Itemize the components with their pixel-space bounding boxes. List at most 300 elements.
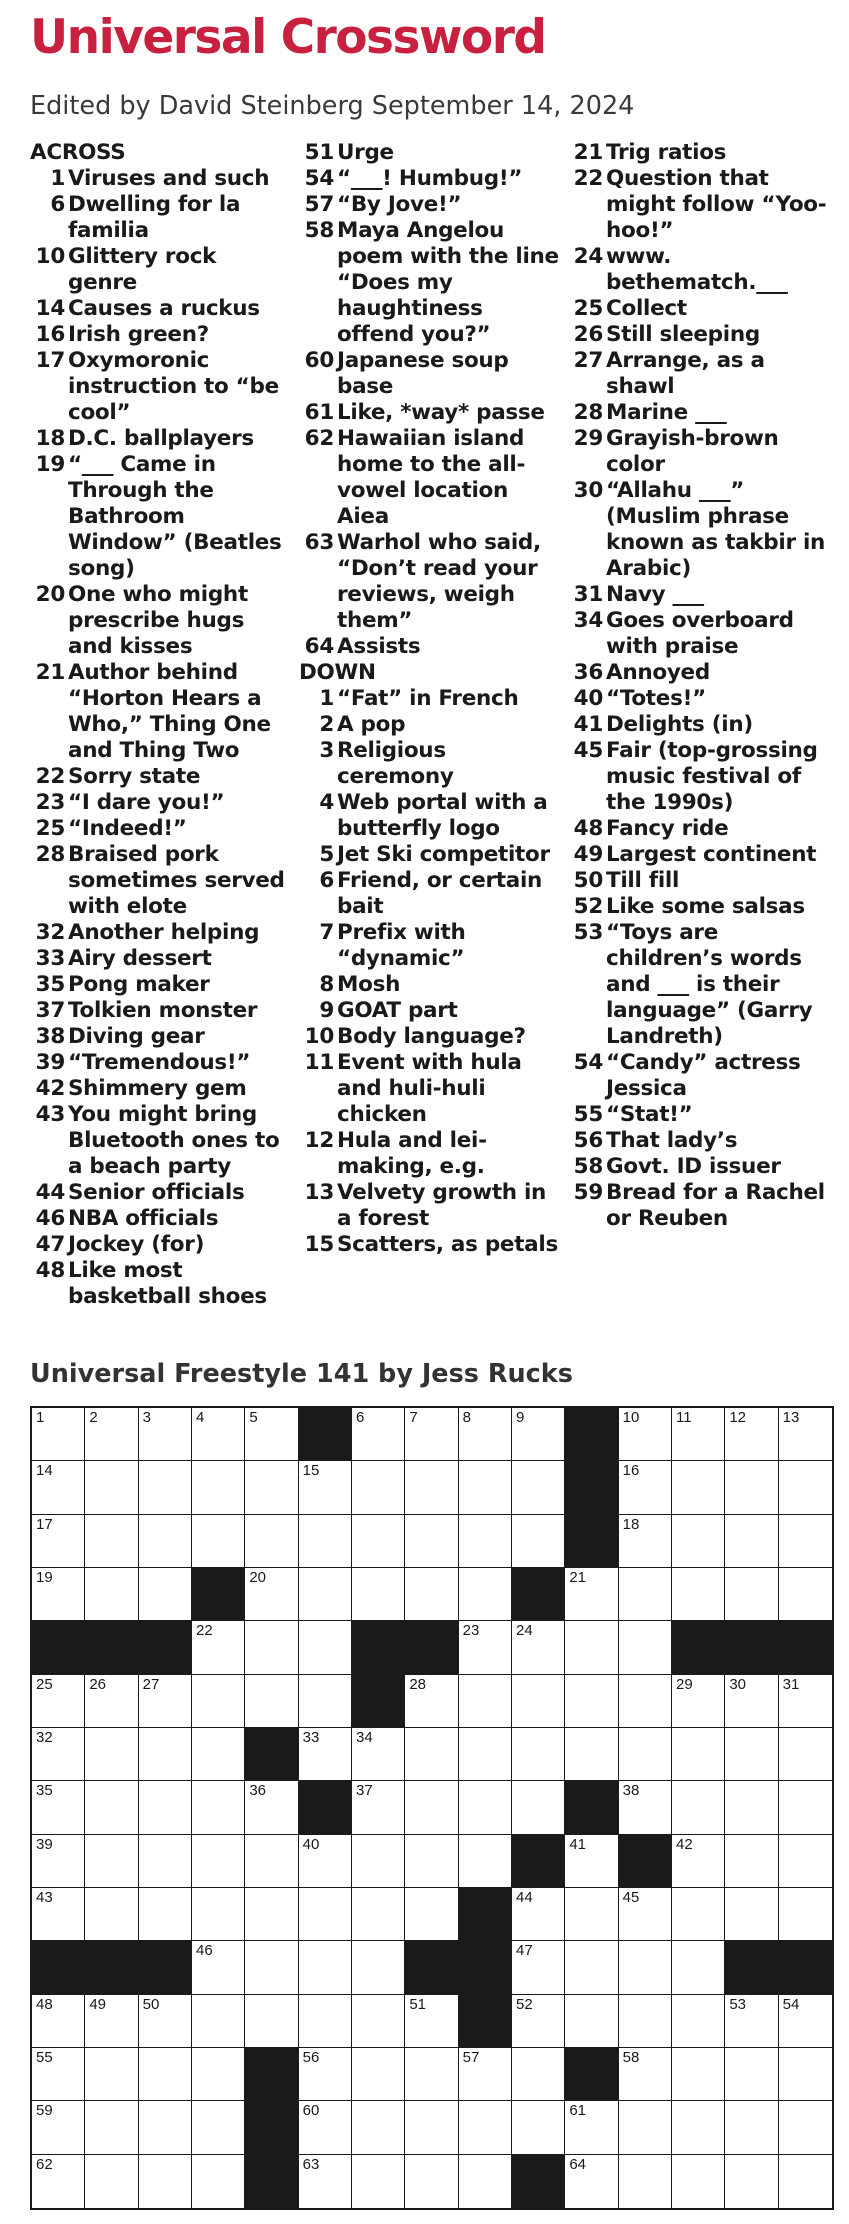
clue-number: 10 [304,1024,334,1049]
grid-cell[interactable] [779,1728,832,1781]
grid-cell[interactable] [512,1621,565,1674]
grid-cell[interactable] [299,2101,352,2154]
grid-cell[interactable] [245,1995,298,2048]
grid-cell[interactable] [85,1675,138,1728]
grid-cell[interactable] [565,1728,618,1781]
grid-cell[interactable] [619,1941,672,1994]
grid-cell[interactable] [352,1888,405,1941]
grid-cell[interactable] [405,1995,458,2048]
grid-cell[interactable] [352,2048,405,2101]
cell-number: 26 [89,1675,107,1693]
clue-text: Arrange, as a shawl [606,348,765,399]
clue-number: 57 [304,192,334,217]
grid-cell[interactable] [672,1888,725,1941]
grid-cell[interactable] [192,1995,245,2048]
grid-cell[interactable] [779,1568,832,1621]
grid-cell[interactable] [245,1461,298,1514]
grid-cell[interactable] [565,1835,618,1888]
grid-cell[interactable] [245,1408,298,1461]
grid-cell[interactable] [779,2155,832,2208]
grid-cell[interactable] [672,1995,725,2048]
grid-cell[interactable] [512,1675,565,1728]
grid-block [405,1941,458,1994]
grid-cell[interactable] [619,1568,672,1621]
grid-cell[interactable] [299,1728,352,1781]
cell-number: 6 [355,1409,365,1426]
grid-cell[interactable] [725,2101,778,2154]
clue-text: Oxymoronic instruction to “be cool” [68,348,279,425]
grid-cell[interactable] [352,1408,405,1461]
grid-cell[interactable] [619,1461,672,1514]
clue-number: 5 [319,842,334,867]
grid-cell[interactable] [512,1515,565,1568]
across-clue [30,1258,292,1310]
clue-text: Velvety growth in a forest [337,1180,547,1231]
grid-cell[interactable] [245,1835,298,1888]
grid-cell[interactable] [139,1461,192,1514]
cell-number: 10 [622,1409,640,1426]
clue-text: Author behind “Horton Hears a Who,” Thing One and Thing Two [68,660,271,763]
grid-block [512,1835,565,1888]
clue-text: Body language? [337,1024,526,1049]
grid-cell[interactable] [779,1675,832,1728]
grid-cell[interactable] [299,2155,352,2208]
grid-cell[interactable] [725,2155,778,2208]
grid-block [32,1941,85,1994]
grid-cell[interactable] [192,1835,245,1888]
down-clue [568,1128,830,1154]
grid-cell[interactable] [85,1728,138,1781]
grid-cell[interactable] [725,1408,778,1461]
grid-block [245,1728,298,1781]
grid-cell[interactable] [459,1781,512,1834]
clue-number: 29 [573,426,603,451]
across-clue [30,582,292,660]
grid-cell[interactable] [405,2155,458,2208]
grid-cell[interactable] [672,1568,725,1621]
grid-cell[interactable] [512,1728,565,1781]
grid-cell[interactable] [459,1515,512,1568]
clue-number: 48 [35,1258,65,1283]
grid-cell[interactable] [565,1621,618,1674]
across-clue [299,192,561,218]
grid-cell[interactable] [725,1995,778,2048]
clue-text: GOAT part [337,998,458,1023]
grid-cell[interactable] [299,1461,352,1514]
grid-cell[interactable] [192,1728,245,1781]
clue-text: Largest continent [606,842,817,867]
grid-cell[interactable] [459,1461,512,1514]
grid-cell[interactable] [512,1781,565,1834]
grid-cell[interactable] [619,1995,672,2048]
grid-cell[interactable] [352,1941,405,1994]
clue-text: Bread for a Rachel or Reuben [606,1180,825,1231]
grid-cell[interactable] [672,1781,725,1834]
grid-cell[interactable] [779,1888,832,1941]
grid-cell[interactable] [299,1621,352,1674]
clue-number: 44 [35,1180,65,1205]
across-clue [30,1050,292,1076]
grid-cell[interactable] [405,1675,458,1728]
grid-cell[interactable] [405,1835,458,1888]
grid-cell[interactable] [139,1675,192,1728]
grid-cell[interactable] [85,2048,138,2101]
grid-cell[interactable] [405,1728,458,1781]
grid-cell[interactable] [139,2048,192,2101]
byline: Edited by David Steinberg September 14, 2024 [30,91,635,121]
grid-cell[interactable] [85,1888,138,1941]
clue-text: Glittery rock genre [68,244,217,295]
grid-block [85,1941,138,1994]
grid-cell[interactable] [139,1515,192,1568]
clue-number: 1 [50,166,65,191]
grid-cell[interactable] [459,1675,512,1728]
clue-text: Tolkien monster [68,998,258,1023]
down-clue [299,790,561,842]
grid-cell[interactable] [245,1515,298,1568]
clue-text: Sorry state [68,764,201,789]
grid-cell[interactable] [32,1568,85,1621]
grid-cell[interactable] [245,1621,298,1674]
cell-number: 1 [36,1409,45,1426]
cell-number: 44 [515,1888,533,1906]
grid-cell[interactable] [139,1995,192,2048]
grid-cell[interactable] [619,1408,672,1461]
grid-cell[interactable] [405,2048,458,2101]
grid-cell[interactable] [32,1408,85,1461]
grid-cell[interactable] [139,2155,192,2208]
clue-number: 54 [573,1050,603,1075]
cell-number: 56 [302,2048,320,2066]
grid-cell[interactable] [725,1835,778,1888]
clue-number: 11 [304,1050,334,1075]
clue-number: 38 [35,1024,65,1049]
grid-cell[interactable] [725,1568,778,1621]
grid-cell[interactable] [32,1995,85,2048]
clue-number: 6 [319,868,334,893]
grid-cell[interactable] [459,1728,512,1781]
down-clue [568,348,830,400]
cell-number: 20 [249,1568,267,1586]
grid-cell[interactable] [725,2048,778,2101]
grid-cell[interactable] [672,1728,725,1781]
grid-cell[interactable] [725,1728,778,1781]
clue-number: 24 [573,244,603,269]
grid-cell[interactable] [619,1515,672,1568]
clue-text: Hula and lei-making, e.g. [337,1128,487,1179]
grid-cell[interactable] [32,1888,85,1941]
clue-number: 54 [304,166,334,191]
grid-cell[interactable] [619,2048,672,2101]
grid-cell[interactable] [619,1675,672,1728]
grid-cell[interactable] [299,1835,352,1888]
cell-number: 57 [462,2048,480,2066]
grid-block [565,1408,618,1461]
grid-cell[interactable] [352,1835,405,1888]
grid-cell[interactable] [512,1461,565,1514]
grid-cell[interactable] [512,2048,565,2101]
grid-cell[interactable] [672,1461,725,1514]
cell-number: 54 [782,1995,800,2013]
cell-number: 22 [195,1622,213,1640]
clue-text: Like most basketball shoes [68,1258,267,1309]
grid-cell[interactable] [32,2155,85,2208]
grid-cell[interactable] [565,1568,618,1621]
grid-cell[interactable] [405,1781,458,1834]
grid-cell[interactable] [672,2155,725,2208]
grid-cell[interactable] [619,1621,672,1674]
grid-cell[interactable] [565,2155,618,2208]
grid-cell[interactable] [192,1941,245,1994]
grid-cell[interactable] [192,1461,245,1514]
cell-number: 27 [142,1675,160,1693]
clue-text: “Fat” in French [337,686,519,711]
grid-cell[interactable] [512,1888,565,1941]
clue-number: 7 [319,920,334,945]
grid-cell[interactable] [459,1835,512,1888]
grid-cell[interactable] [192,1515,245,1568]
cell-number: 21 [569,1568,587,1586]
grid-cell[interactable] [245,1941,298,1994]
grid-cell[interactable] [725,1888,778,1941]
grid-cell[interactable] [459,2048,512,2101]
grid-cell[interactable] [405,1461,458,1514]
grid-cell[interactable] [139,1888,192,1941]
grid-cell[interactable] [725,1515,778,1568]
grid-cell[interactable] [192,1621,245,1674]
cell-number: 47 [515,1942,533,1960]
clue-text: Dwelling for la familia [68,192,241,243]
grid-cell[interactable] [352,1461,405,1514]
grid-cell[interactable] [725,1461,778,1514]
grid-cell[interactable] [192,1888,245,1941]
grid-cell[interactable] [779,1995,832,2048]
grid-cell[interactable] [352,2101,405,2154]
grid-cell[interactable] [352,1781,405,1834]
grid-cell[interactable] [139,1408,192,1461]
grid-cell[interactable] [245,1675,298,1728]
grid-cell[interactable] [139,1835,192,1888]
grid-cell[interactable] [672,1408,725,1461]
grid-cell[interactable] [565,1888,618,1941]
grid-cell[interactable] [459,2155,512,2208]
grid-block [565,1515,618,1568]
grid-cell[interactable] [619,1728,672,1781]
grid-block [85,1621,138,1674]
cell-number: 24 [515,1622,533,1640]
clue-number: 30 [573,478,603,503]
clue-text: Goes overboard with praise [606,608,794,659]
clue-text: “Stat!” [606,1102,693,1127]
grid-cell[interactable] [565,1941,618,1994]
grid-cell[interactable] [352,1995,405,2048]
down-clue [568,816,830,842]
grid-cell[interactable] [299,2048,352,2101]
grid-cell[interactable] [672,2048,725,2101]
grid-cell[interactable] [779,1781,832,1834]
cell-number: 7 [409,1409,418,1426]
grid-cell[interactable] [405,1408,458,1461]
grid-cell[interactable] [459,2101,512,2154]
grid-cell[interactable] [139,1781,192,1834]
grid-cell[interactable] [672,1515,725,1568]
down-clue [568,868,830,894]
cell-number: 5 [249,1409,258,1426]
cell-number: 64 [569,2155,587,2173]
down-clue [299,998,561,1024]
clue-number: 45 [573,738,603,763]
grid-cell[interactable] [672,1835,725,1888]
clues-column-3 [568,140,830,1232]
cell-number: 35 [36,1782,53,1800]
grid-cell[interactable] [405,1515,458,1568]
grid-cell[interactable] [192,2048,245,2101]
grid-cell[interactable] [725,1781,778,1834]
clue-text: D.C. ballplayers [68,426,254,451]
across-clue [299,530,561,634]
grid-cell[interactable] [85,2101,138,2154]
cell-number: 61 [569,2102,587,2120]
grid-cell[interactable] [512,1995,565,2048]
down-clue [568,1102,830,1128]
down-clue [299,868,561,920]
down-clue [299,1050,561,1128]
clue-text: “Candy” actress Jessica [606,1050,801,1101]
grid-cell[interactable] [32,1675,85,1728]
grid-cell[interactable] [32,1728,85,1781]
grid-cell[interactable] [85,2155,138,2208]
clue-text: Irish green? [68,322,209,347]
grid-block [299,1781,352,1834]
grid-cell[interactable] [32,2101,85,2154]
across-clue [30,660,292,764]
cell-number: 4 [195,1409,205,1426]
grid-cell[interactable] [139,2101,192,2154]
cell-number: 50 [142,1995,160,2013]
across-clue [30,192,292,244]
grid-cell[interactable] [85,1835,138,1888]
grid-cell[interactable] [85,1515,138,1568]
down-clue [568,400,830,426]
grid-cell[interactable] [32,1461,85,1514]
grid-cell[interactable] [725,1675,778,1728]
grid-cell[interactable] [352,2155,405,2208]
grid-cell[interactable] [779,2048,832,2101]
grid-cell[interactable] [512,1941,565,1994]
down-clue [299,1180,561,1232]
grid-cell[interactable] [192,2155,245,2208]
clue-number: 10 [35,244,65,269]
grid-cell[interactable] [245,1781,298,1834]
grid-cell[interactable] [192,1675,245,1728]
grid-cell[interactable] [139,1728,192,1781]
grid-cell[interactable] [299,1568,352,1621]
grid-cell[interactable] [32,1515,85,1568]
grid-cell[interactable] [672,1675,725,1728]
grid-cell[interactable] [32,1835,85,1888]
grid-cell[interactable] [352,1728,405,1781]
grid-cell[interactable] [352,1568,405,1621]
grid-cell[interactable] [299,1515,352,1568]
grid-cell[interactable] [565,1675,618,1728]
down-clue [568,842,830,868]
grid-cell[interactable] [85,1781,138,1834]
clue-number: 50 [573,868,603,893]
grid-cell[interactable] [32,1781,85,1834]
grid-cell[interactable] [619,2155,672,2208]
cell-number: 63 [302,2155,320,2173]
grid-cell[interactable] [299,1675,352,1728]
grid-cell[interactable] [192,1781,245,1834]
grid-cell[interactable] [672,1941,725,1994]
grid-cell[interactable] [565,1995,618,2048]
across-clue [30,322,292,348]
clues-column-2 [299,140,561,1258]
grid-cell[interactable] [192,1408,245,1461]
grid-cell[interactable] [779,1408,832,1461]
grid-block [245,2155,298,2208]
grid-cell[interactable] [779,2101,832,2154]
clue-text: Annoyed [606,660,710,685]
grid-cell[interactable] [85,1461,138,1514]
grid-cell[interactable] [779,1515,832,1568]
across-clue [299,166,561,192]
grid-cell[interactable] [459,1568,512,1621]
grid-cell[interactable] [512,2101,565,2154]
clue-text: Diving gear [68,1024,205,1049]
grid-cell[interactable] [85,1995,138,2048]
grid-cell[interactable] [672,2101,725,2154]
grid-cell[interactable] [459,1621,512,1674]
grid-cell[interactable] [619,1781,672,1834]
grid-cell[interactable] [85,1568,138,1621]
grid-cell[interactable] [192,2101,245,2154]
grid-cell[interactable] [565,2101,618,2154]
clue-number: 25 [573,296,603,321]
grid-cell[interactable] [459,1408,512,1461]
grid-cell[interactable] [405,1568,458,1621]
down-clue [299,920,561,972]
grid-cell[interactable] [619,1888,672,1941]
across-clue [30,244,292,296]
down-clue [568,166,830,244]
grid-cell[interactable] [352,1515,405,1568]
grid-cell[interactable] [405,2101,458,2154]
clue-text: Shimmery gem [68,1076,247,1101]
grid-cell[interactable] [512,1408,565,1461]
grid-cell[interactable] [245,1568,298,1621]
grid-cell[interactable] [779,1835,832,1888]
clue-number: 15 [304,1232,334,1257]
down-clue [568,426,830,478]
grid-cell[interactable] [139,1568,192,1621]
cell-number: 53 [729,1995,747,2013]
grid-cell[interactable] [85,1408,138,1461]
grid-cell[interactable] [299,1995,352,2048]
grid-cell[interactable] [32,2048,85,2101]
clue-number: 33 [35,946,65,971]
clue-text: Grayish-brown color [606,426,779,477]
cell-number: 45 [622,1888,640,1906]
grid-cell[interactable] [619,2101,672,2154]
cell-number: 60 [302,2102,320,2120]
grid-cell[interactable] [299,1888,352,1941]
grid-cell[interactable] [299,1941,352,1994]
grid-cell[interactable] [405,1888,458,1941]
grid-cell[interactable] [245,1888,298,1941]
grid-cell[interactable] [779,1461,832,1514]
clue-number: 32 [35,920,65,945]
